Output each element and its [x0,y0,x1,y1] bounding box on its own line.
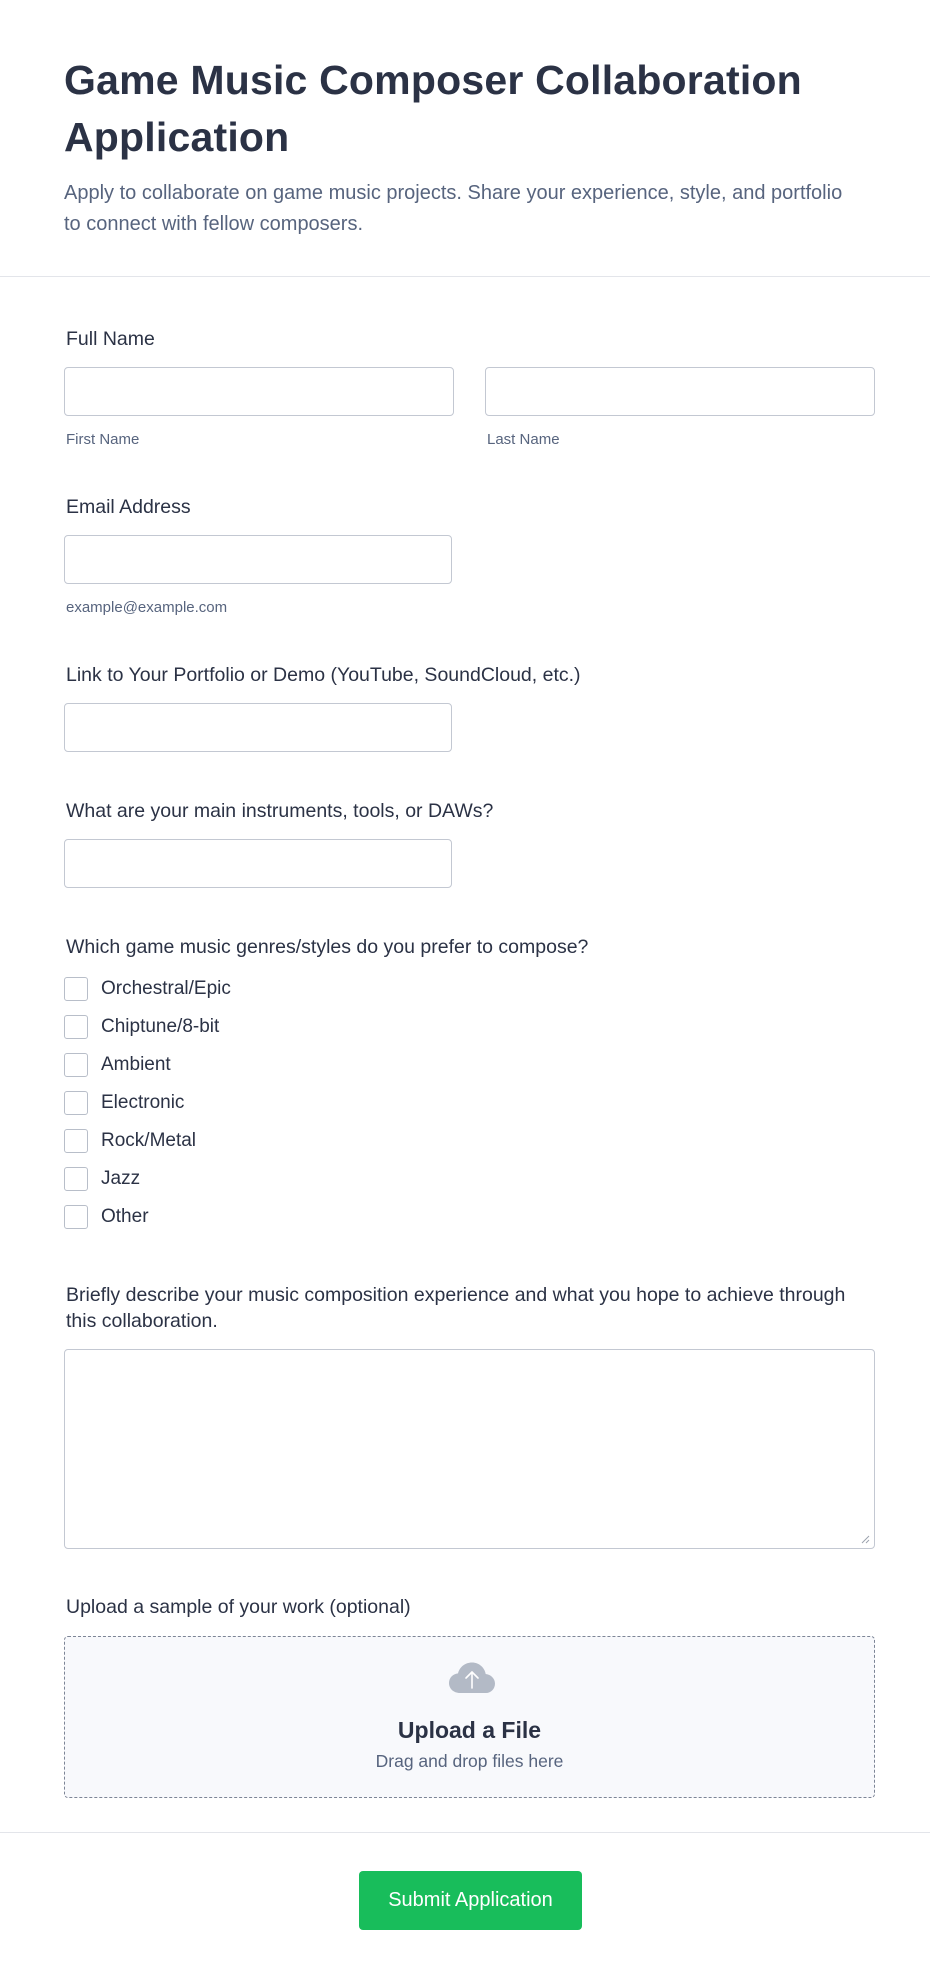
experience-field-group [64,1282,875,1549]
first-name-group [64,367,454,448]
genre-option-label: Chiptune/8-bit [101,1016,220,1037]
genre-option[interactable] [64,970,588,1008]
genres-field-group [64,934,588,1236]
genre-option-label: Ambient [101,1054,171,1075]
first-name-input[interactable] [64,367,454,416]
genre-checkbox[interactable] [64,1015,88,1039]
instruments-field-group [64,798,493,888]
genre-checkbox[interactable] [64,1167,88,1191]
genres-options [64,970,588,1236]
email-sublabel: example@example.com [66,599,228,616]
experience-textarea[interactable] [64,1349,875,1549]
genre-option-label: Orchestral/Epic [101,978,231,999]
portfolio-field-group [64,662,581,752]
genre-checkbox[interactable] [64,1053,88,1077]
email-label: Email Address [66,496,191,518]
page-title: Game Music Composer Collaboration Application [64,57,802,160]
genre-checkbox[interactable] [64,1205,88,1229]
genre-option[interactable] [64,1046,588,1084]
page-subtitle: Apply to collaborate on game music projects. Share your experience, style, and portfolio to connect with fellow composers. [64,182,843,235]
genre-option-label: Other [101,1206,149,1227]
instruments-label: What are your main instruments, tools, or DAWs? [66,800,494,822]
genre-checkbox[interactable] [64,977,88,1001]
first-name-sublabel: First Name [66,431,140,448]
full-name-label: Full Name [66,328,155,350]
form-footer [0,1832,930,1979]
genre-option-label: Jazz [101,1168,141,1189]
upload-title: Upload a File [397,1717,542,1743]
genre-option[interactable] [64,1198,588,1236]
genre-option[interactable] [64,1084,588,1122]
cloud-upload-icon [448,1661,496,1695]
last-name-input[interactable] [485,367,875,416]
genre-checkbox[interactable] [64,1091,88,1115]
upload-label: Upload a sample of your work (optional) [66,1596,411,1618]
application-form [0,277,930,1832]
upload-field-group [64,1594,875,1798]
form-header [0,0,930,277]
genre-checkbox[interactable] [64,1129,88,1153]
upload-dropzone[interactable] [64,1636,875,1798]
submit-button[interactable]: Submit Application [359,1871,582,1930]
genre-option-label: Electronic [101,1092,185,1113]
instruments-input[interactable] [64,839,452,888]
last-name-group [485,367,875,448]
experience-label: Briefly describe your music composition experience and what you hope to achieve through this collaboration. [66,1284,846,1332]
portfolio-label: Link to Your Portfolio or Demo (YouTube, SoundCloud, etc.) [66,664,581,686]
email-field-group [64,494,452,616]
genre-option[interactable] [64,1122,588,1160]
email-input[interactable] [64,535,452,584]
full-name-field [64,326,875,448]
genres-label: Which game music genres/styles do you prefer to compose? [66,936,589,958]
genre-option[interactable] [64,1008,588,1046]
upload-subtitle: Drag and drop files here [375,1751,564,1771]
genre-option[interactable] [64,1160,588,1198]
genre-option-label: Rock/Metal [101,1130,197,1151]
portfolio-input[interactable] [64,703,452,752]
last-name-sublabel: Last Name [487,431,560,448]
resize-handle-icon[interactable] [860,1534,870,1544]
